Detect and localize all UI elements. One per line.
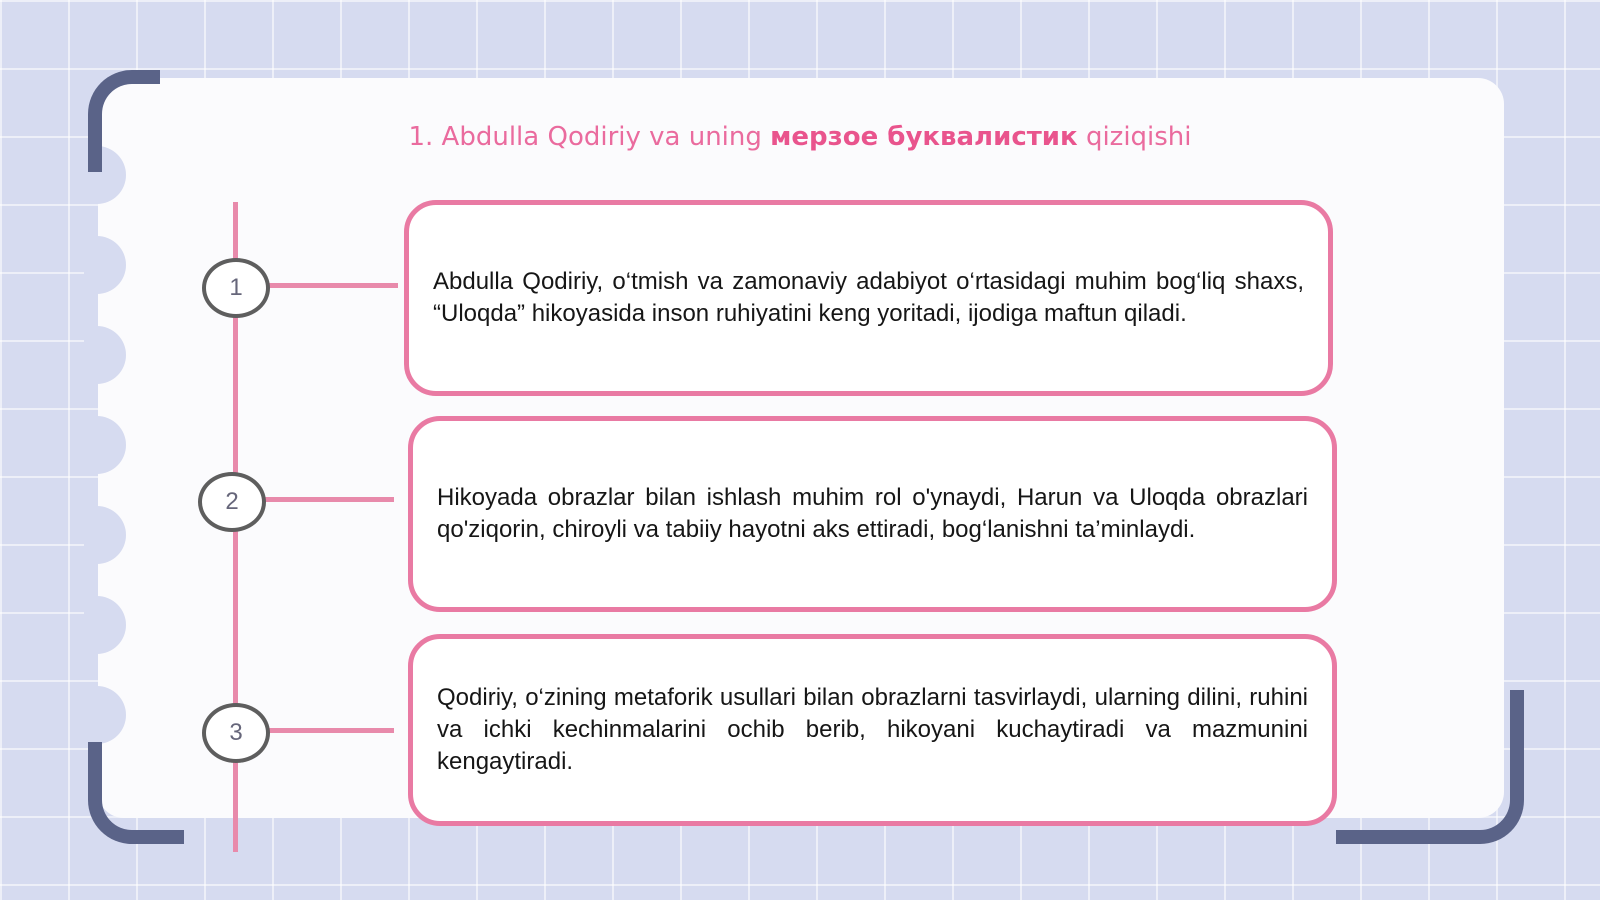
connector-line	[262, 497, 394, 502]
connector-line	[266, 283, 398, 288]
marker-number: 2	[225, 488, 239, 515]
corner-bracket-top-left	[88, 70, 160, 172]
timeline-card-1	[404, 200, 1333, 396]
marker-number: 1	[229, 274, 243, 301]
corner-bracket-bottom-right	[1336, 690, 1524, 844]
timeline-marker-2	[198, 472, 266, 532]
slide-title	[0, 122, 1600, 152]
connector-line	[266, 728, 394, 733]
timeline-marker-3	[202, 703, 270, 763]
card-text: Hikoyada obrazlar bilan ishlash muhim rol o'ynaydi, Harun va Uloqda obrazlari qo'ziqorin, chiroyli va tabiiy hayotni aks ettiradi, bog‘lanishni ta’minlaydi.	[437, 484, 1308, 543]
marker-number: 3	[229, 719, 243, 746]
card-text: Qodiriy, o‘zining metaforik usullari bilan obrazlarni tasvirlaydi, ularning dilini, ruhini va ichki kechinmalarini ochib berib, hikoyani kuchaytiradi va mazmunini kengaytiradi.	[437, 684, 1308, 775]
timeline-card-3	[408, 634, 1337, 826]
title-suffix: qiziqishi	[1085, 122, 1192, 152]
corner-bracket-bottom-left	[88, 742, 184, 844]
timeline-marker-1	[202, 258, 270, 318]
title-highlight: мерзое буквалистик	[770, 122, 1078, 152]
title-prefix: 1. Abdulla Qodiriy va uning	[408, 122, 762, 152]
timeline-card-2	[408, 416, 1337, 612]
card-text: Abdulla Qodiriy, o‘tmish va zamonaviy adabiyot o‘rtasidagi muhim bog‘liq shaxs, “Uloqda” hikoyasida inson ruhiyatini keng yoritadi, ijodiga maftun qiladi.	[433, 268, 1304, 327]
